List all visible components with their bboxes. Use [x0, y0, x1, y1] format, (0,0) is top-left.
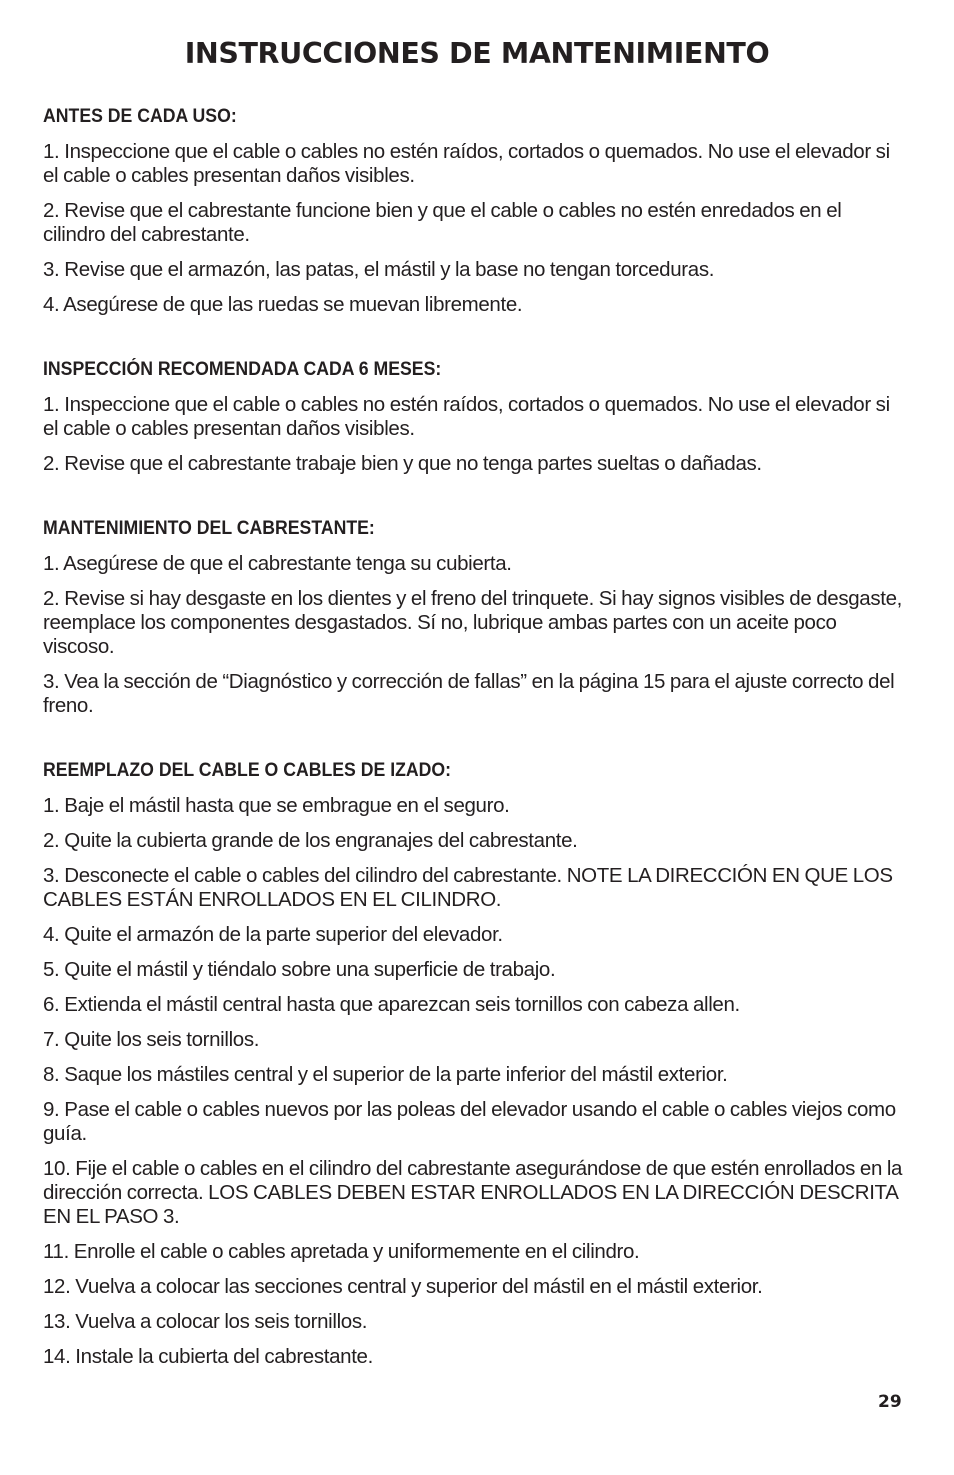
list-item: 12. Vuelva a colocar las secciones central y superior del mástil en el mástil exterior. — [43, 1275, 763, 1298]
list-item: 4. Quite el armazón de la parte superior del elevador. — [43, 923, 503, 946]
list-item: 3. Vea la sección de “Diagnóstico y corrección de fallas” en la página 15 para el ajuste correcto del freno. — [43, 670, 895, 717]
list-item: 13. Vuelva a colocar los seis tornillos. — [43, 1310, 368, 1333]
list-item: 2. Quite la cubierta grande de los engranajes del cabrestante. — [43, 829, 578, 852]
list-item: 14. Instale la cubierta del cabrestante. — [43, 1345, 373, 1368]
page-number: 29 — [878, 1392, 902, 1412]
section-mantenimiento-cabrestante — [43, 518, 905, 718]
list-item: 11. Enrolle el cable o cables apretada y uniformemente en el cilindro. — [43, 1240, 640, 1263]
list-item: 3. Revise que el armazón, las patas, el mástil y la base no tengan torceduras. — [43, 258, 715, 281]
list-item: 8. Saque los mástiles central y el superior de la parte inferior del mástil exterior. — [43, 1063, 728, 1086]
page-title: INSTRUCCIONES DE MANTENIMIENTO — [184, 37, 770, 70]
list-item: 5. Quite el mástil y tiéndalo sobre una superficie de trabajo. — [43, 958, 556, 981]
list-item: 7. Quite los seis tornillos. — [43, 1028, 260, 1051]
list-item: 4. Asegúrese de que las ruedas se muevan libremente. — [43, 293, 523, 316]
section-inspeccion-6-meses — [43, 359, 905, 476]
section-reemplazo-cables — [43, 760, 905, 1369]
section-antes-de-cada-uso — [43, 106, 905, 317]
section-heading: REEMPLAZO DEL CABLE O CABLES DE IZADO: — [43, 760, 452, 781]
section-heading: INSPECCIÓN RECOMENDADA CADA 6 MESES: — [43, 359, 442, 380]
list-item: 2. Revise que el cabrestante trabaje bien y que no tenga partes sueltas o dañadas. — [43, 452, 762, 475]
list-item: 2. Revise que el cabrestante funcione bien y que el cable o cables no estén enredados en el cilindro del cabrestante. — [43, 199, 842, 246]
section-heading: ANTES DE CADA USO: — [43, 106, 237, 127]
list-item: 1. Inspeccione que el cable o cables no estén raídos, cortados o quemados. No use el elevador si el cable o cables presentan daños visibles. — [43, 140, 890, 187]
document-body — [43, 106, 905, 1380]
list-item: 1. Inspeccione que el cable o cables no estén raídos, cortados o quemados. No use el elevador si el cable o cables presentan daños visibles. — [43, 393, 890, 440]
list-item: 2. Revise si hay desgaste en los dientes y el freno del trinquete. Si hay signos visibles de desgaste, reemplace los componentes desgastados. Sí no, lubrique ambas partes con un aceite poco viscoso. — [43, 587, 902, 658]
list-item: 9. Pase el cable o cables nuevos por las poleas del elevador usando el cable o cables viejos como guía. — [43, 1098, 896, 1145]
section-heading: MANTENIMIENTO DEL CABRESTANTE: — [43, 518, 375, 539]
list-item: 6. Extienda el mástil central hasta que aparezcan seis tornillos con cabeza allen. — [43, 993, 740, 1016]
list-item: 1. Asegúrese de que el cabrestante tenga su cubierta. — [43, 552, 512, 575]
list-item: 10. Fije el cable o cables en el cilindro del cabrestante asegurándose de que estén enrollados en la dirección correcta. LOS CABLES DEBEN ESTAR ENROLLADOS EN LA DIRECCIÓN DESCRITA EN EL PASO 3. — [43, 1157, 903, 1228]
list-item: 3. Desconecte el cable o cables del cilindro del cabrestante. NOTE LA DIRECCIÓN EN QUE LOS CABLES ESTÁN ENROLLADOS EN EL CILINDRO. — [43, 864, 893, 911]
list-item: 1. Baje el mástil hasta que se embrague en el seguro. — [43, 794, 510, 817]
